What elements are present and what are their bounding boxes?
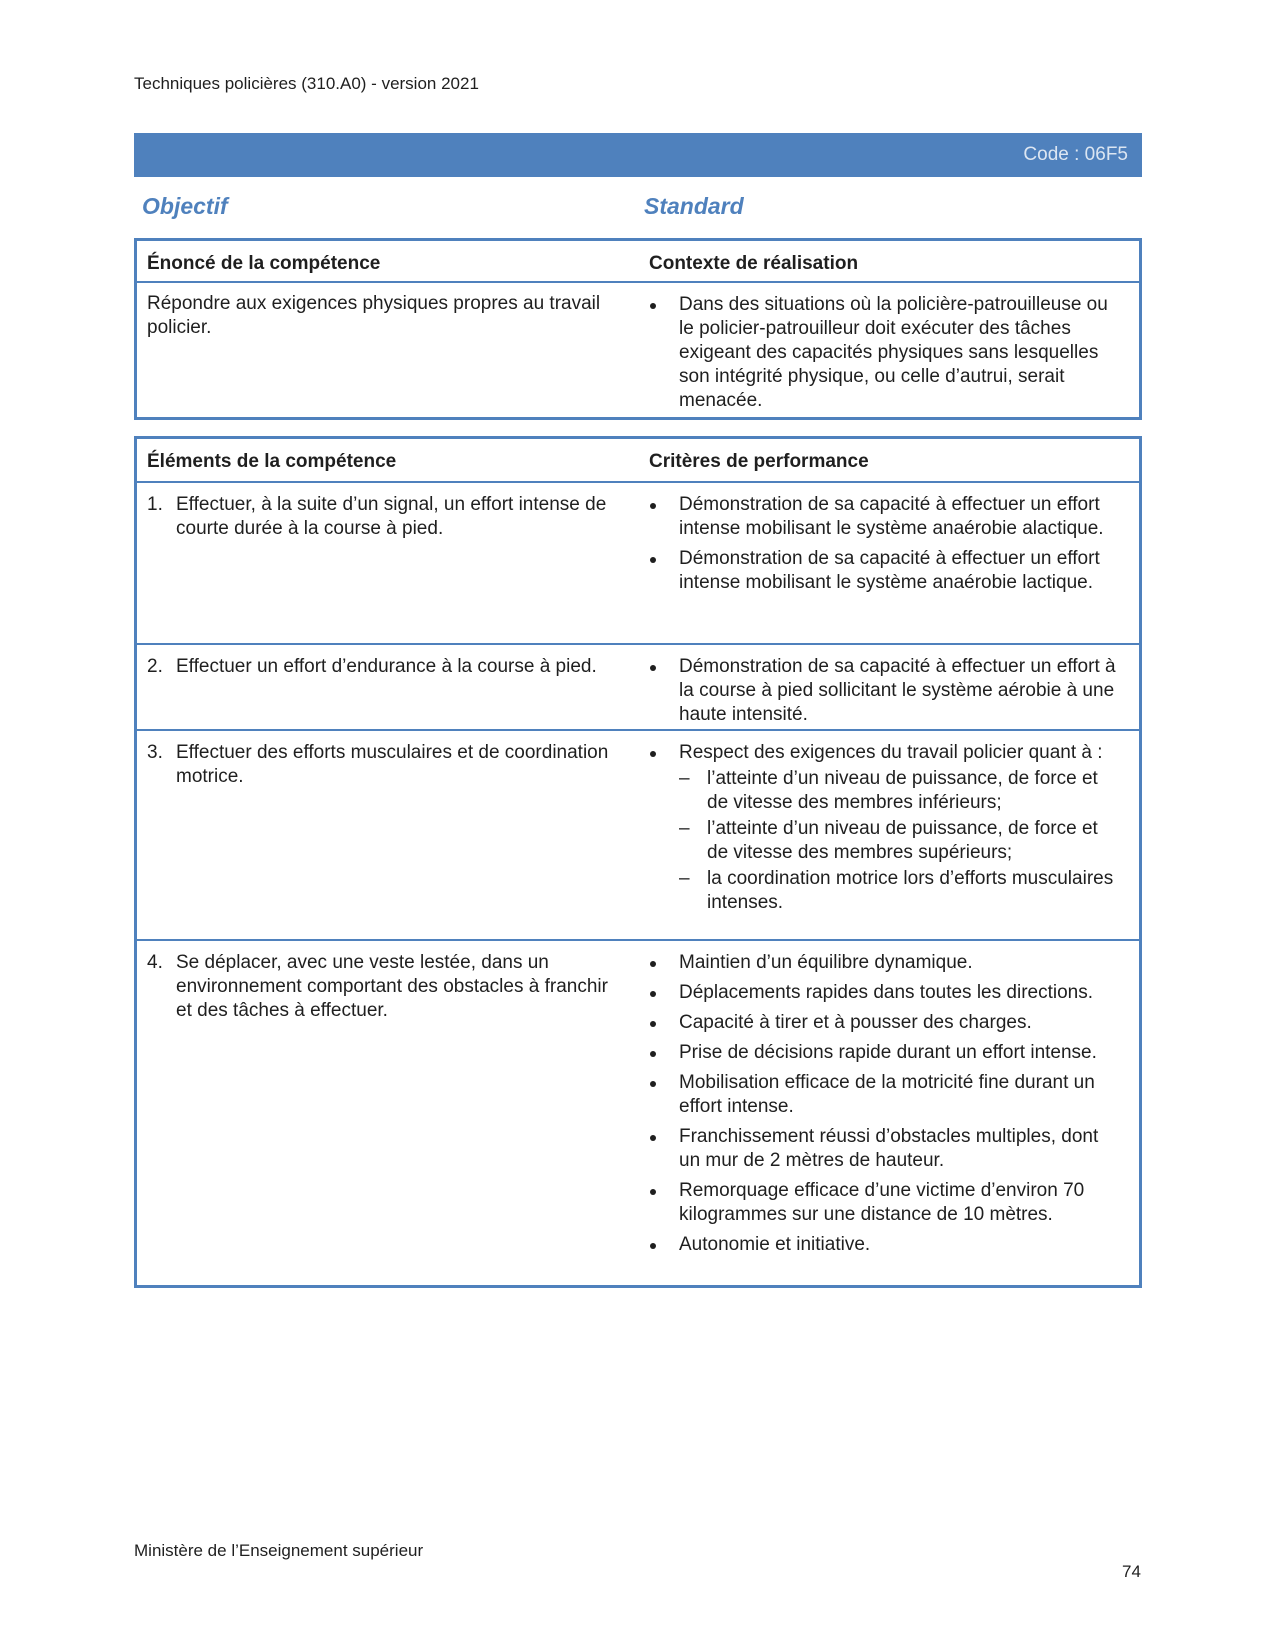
standard-label: Standard [644,193,744,219]
sub-criteria-item: – la coordination motrice lors d’efforts musculaires intenses. [679,868,1114,913]
criteria-item [649,1011,1119,1035]
criteria-item [649,1179,1119,1227]
criteria-text: Capacité à tirer et à pousser des charges. [679,1012,1032,1033]
contexte-heading: Contexte de réalisation [649,253,859,274]
criteria-text: Franchissement réussi d’obstacles multiples, dont un mur de 2 mètres de hauteur. [679,1126,1099,1171]
elements-header-row [137,439,1139,483]
criteria-heading: Critères de performance [649,451,869,472]
element-row-4 [137,941,1139,1285]
element-row-2 [137,645,1139,731]
bullet-icon [650,665,656,671]
element-row-3 [137,731,1139,941]
code-bar [134,133,1142,177]
criteria-1 [649,493,1119,601]
element-text: Se déplacer, avec une veste lestée, dans un environnement comportant des obstacles à franchir et des tâches à effectuer. [176,952,608,1021]
criteria-3 [649,741,1119,917]
criteria-text: Mobilisation efficace de la motricité fine durant un effort intense. [679,1072,1095,1117]
bullet-icon [650,1243,656,1249]
element-number: 3. [147,742,163,763]
context-list [649,293,1119,419]
criteria-text: Autonomie et initiative. [679,1234,871,1255]
criteria-text: Démonstration de sa capacité à effectuer un effort à la course à pied sollicitant le système aérobie à une haute intensité. [679,656,1116,725]
criteria-item [649,1233,1119,1257]
sub-criteria-text: la coordination motrice lors d’efforts musculaires intenses. [707,868,1114,913]
bullet-icon [650,1135,656,1141]
section-labels [0,193,1275,223]
criteria-item [649,1071,1119,1119]
element-text: Effectuer des efforts musculaires et de coordination motrice. [176,742,609,787]
criteria-text: Démonstration de sa capacité à effectuer un effort intense mobilisant le système anaérobie lactique. [679,548,1100,593]
sub-criteria-item: – l’atteinte d’un niveau de puissance, de force et de vitesse des membres inférieurs; [679,768,1098,813]
context-item [649,293,1119,413]
bullet-icon [650,1189,656,1195]
bullet-icon [650,503,656,509]
bullet-icon [650,557,656,563]
sub-criteria-text: l’atteinte d’un niveau de puissance, de force et de vitesse des membres inférieurs; [707,768,1098,813]
element-text: Effectuer, à la suite d’un signal, un effort intense de courte durée à la course à pied. [176,494,607,539]
criteria-text: Déplacements rapides dans toutes les directions. [679,982,1094,1003]
running-header: Techniques policières (310.A0) - version 2021 [134,74,479,93]
competence-statement-table [134,238,1142,420]
criteria-item [649,493,1119,541]
bullet-icon [650,1081,656,1087]
elements-table [134,436,1142,1288]
element-4 [147,951,617,1023]
criteria-item [649,655,1119,727]
criteria-text: Maintien d’un équilibre dynamique. [679,952,973,973]
element-number: 1. [147,494,163,515]
element-2 [147,655,617,679]
element-1 [147,493,617,541]
bullet-icon [650,961,656,967]
criteria-2 [649,655,1119,733]
bullet-icon [650,751,656,757]
element-number: 2. [147,656,163,677]
criteria-item [649,1125,1119,1173]
element-row-1 [137,483,1139,645]
criteria-text: Prise de décisions rapide durant un effort intense. [679,1042,1097,1063]
criteria-item [649,547,1119,595]
bullet-icon [650,1021,656,1027]
criteria-text: Remorquage efficace d’une victime d’environ 70 kilogrammes sur une distance de 10 mètres. [679,1180,1085,1225]
criteria-text: Respect des exigences du travail policier quant à : [679,742,1103,763]
sub-criteria-item: – l’atteinte d’un niveau de puissance, de force et de vitesse des membres supérieurs; [679,818,1098,863]
enonce-heading: Énoncé de la compétence [147,253,381,274]
criteria-item [649,951,1119,975]
criteria-item [649,981,1119,1005]
competence-body-row [137,283,1139,417]
element-text: Effectuer un effort d’endurance à la course à pied. [176,656,597,677]
context-text: Dans des situations où la policière-patrouilleuse ou le policier-patrouilleur doit exécuter des tâches exigeant des capacités physiques sans lesquelles son intégrité physique, ou celle d’autrui, serait menacée. [679,294,1108,411]
competency-code: Code : 06F5 [1023,144,1128,165]
sub-criteria-list [679,767,1119,915]
elements-heading: Éléments de la compétence [147,451,397,472]
footer-ministry: Ministère de l’Enseignement supérieur [134,1541,424,1560]
sub-criteria-text: l’atteinte d’un niveau de puissance, de force et de vitesse des membres supérieurs; [707,818,1098,863]
objectif-label: Objectif [142,193,228,219]
criteria-text: Démonstration de sa capacité à effectuer un effort intense mobilisant le système anaérobie alactique. [679,494,1104,539]
bullet-icon [650,991,656,997]
competence-header-row [137,241,1139,283]
criteria-item [649,741,1119,915]
element-number: 4. [147,952,163,973]
element-3 [147,741,617,789]
bullet-icon [650,1051,656,1057]
criteria-item [649,1041,1119,1065]
page-number: 74 [1122,1562,1141,1581]
competence-statement: Répondre aux exigences physiques propres au travail policier. [147,293,601,338]
bullet-icon [650,303,656,309]
criteria-4 [649,951,1119,1263]
